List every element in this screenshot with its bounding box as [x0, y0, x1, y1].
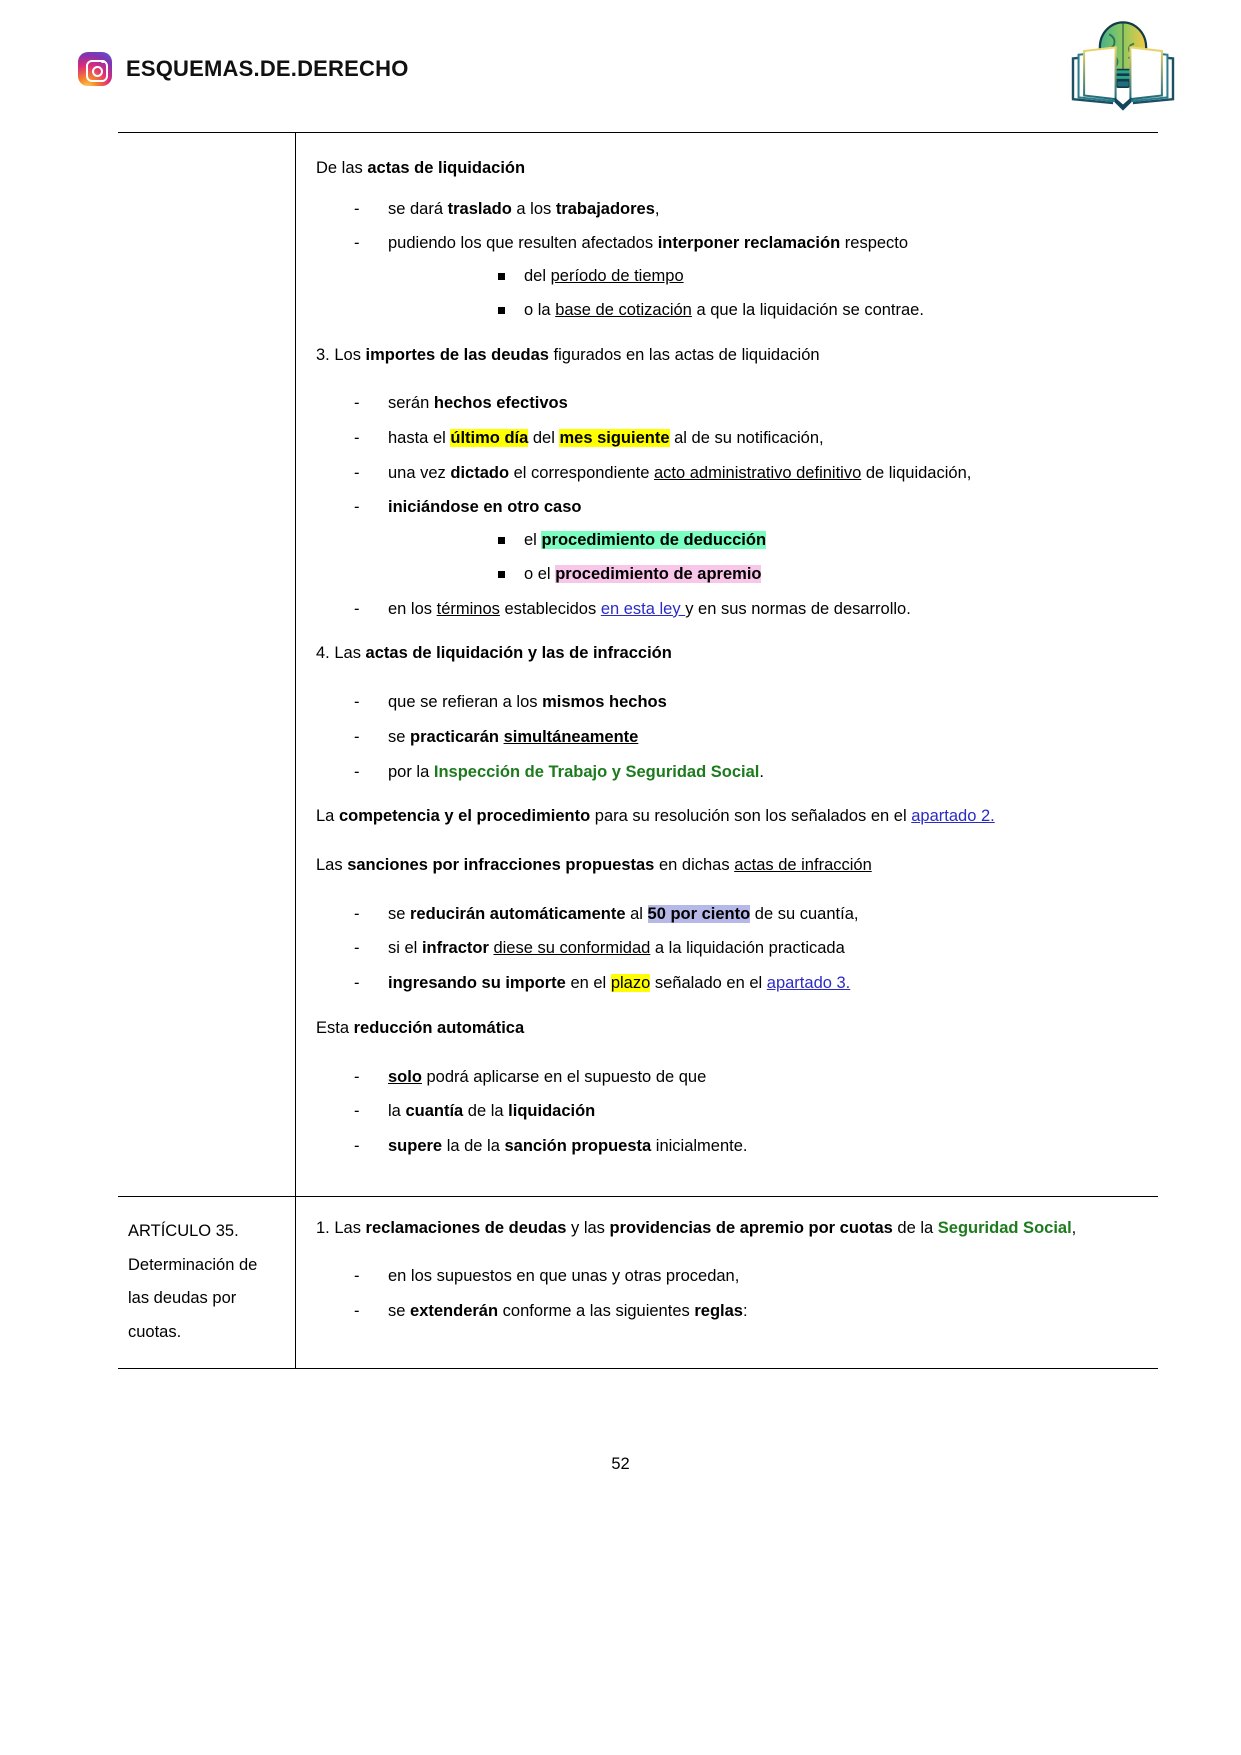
point-4-paragraph: 4. Las actas de liquidación y las de infracción	[316, 644, 672, 663]
table-bottom-rule	[118, 1368, 1158, 1369]
list-item: - pudiendo los que resulten afectados interponer reclamación respecto del período de tiempo o la base de cotización a que la liquidación se contrae.	[316, 230, 1138, 323]
article-label-line: ARTÍCULO 35.	[128, 1221, 239, 1240]
article-label-line: Determinación de	[128, 1255, 258, 1274]
list-item: - una vez dictado el correspondiente acto administrativo definitivo de liquidación,	[316, 460, 1138, 487]
bullets-group-reduccion	[316, 1064, 1138, 1160]
bullets-group-1	[316, 196, 1138, 324]
page-header	[0, 0, 1241, 132]
link-apartado-2[interactable]: apartado 2.	[911, 807, 995, 826]
list-item: - que se refieran a los mismos hechos	[316, 689, 1138, 716]
list-item: - se practicarán simultáneamente	[316, 724, 1138, 751]
point-3-paragraph: 3. Los importes de las deudas figurados en las actas de liquidación	[316, 345, 820, 364]
page-number: 52	[611, 1455, 630, 1473]
list-item: - se extenderán conforme a las siguientes reglas:	[316, 1298, 1138, 1325]
list-item: - iniciándose en otro caso el procedimiento de deducción o el procedimiento de apremio	[316, 494, 1138, 587]
list-item: el procedimiento de deducción	[388, 527, 1138, 554]
instagram-handle: ESQUEMAS.DE.DERECHO	[126, 56, 409, 81]
list-item: - supere la de la sanción propuesta inicialmente.	[316, 1133, 1138, 1160]
table-row	[118, 1197, 1158, 1368]
art35-point-1: 1. Las reclamaciones de deudas y las providencias de apremio por cuotas de la Seguridad Social,	[316, 1218, 1077, 1237]
bullets-group-4	[316, 689, 1138, 785]
table-row	[118, 133, 1158, 1196]
sanciones-paragraph: Las sanciones por infracciones propuestas en dichas actas de infracción	[316, 855, 872, 874]
intro-paragraph	[316, 155, 1138, 182]
link-apartado-3[interactable]: apartado 3.	[766, 974, 851, 993]
competencia-paragraph: La competencia y el procedimiento para su resolución son los señalados en el apartado 2.	[316, 807, 995, 826]
list-item: - en los supuestos en que unas y otras procedan,	[316, 1263, 1138, 1290]
intro-prefix: De las	[316, 159, 368, 177]
list-item: - se dará traslado a los trabajadores,	[316, 196, 1138, 223]
row1-body-cell	[296, 133, 1158, 1196]
reduccion-paragraph: Esta reducción automática	[316, 1018, 525, 1037]
document-table	[118, 132, 1158, 1369]
article-label-line: cuotas.	[128, 1323, 182, 1342]
article-label-line: las deudas por	[128, 1289, 237, 1308]
sub-bullets-group-3	[388, 527, 1138, 587]
instagram-icon	[78, 52, 112, 86]
list-item: o el procedimiento de apremio	[388, 561, 1138, 588]
list-item: o la base de cotización a que la liquidación se contrae.	[388, 297, 1138, 324]
article-35-label-cell	[118, 1197, 296, 1368]
bullets-group-3	[316, 390, 1138, 622]
brand-block	[78, 52, 409, 86]
book-lightbulb-logo	[1067, 14, 1179, 114]
sub-bullets-group-1	[388, 263, 1138, 323]
bullets-group-sanciones	[316, 901, 1138, 997]
row1-label-cell	[118, 133, 296, 1196]
intro-bold: actas de liquidación	[367, 159, 526, 177]
link-en-esta-ley[interactable]: en esta ley	[600, 599, 686, 618]
list-item: - solo podrá aplicarse en el supuesto de que	[316, 1064, 1138, 1091]
list-item: - la cuantía de la liquidación	[316, 1098, 1138, 1125]
bullets-group-art35	[316, 1263, 1138, 1324]
article-35-body-cell	[296, 1197, 1158, 1368]
list-item: - serán hechos efectivos	[316, 390, 1138, 417]
list-item: - si el infractor diese su conformidad a la liquidación practicada	[316, 935, 1138, 962]
list-item: - se reducirán automáticamente al 50 por ciento de su cuantía,	[316, 901, 1138, 928]
list-item: - por la Inspección de Trabajo y Seguridad Social.	[316, 759, 1138, 786]
list-item: del período de tiempo	[388, 263, 1138, 290]
list-item: - ingresando su importe en el plazo señalado en el apartado 3.	[316, 970, 1138, 997]
list-item: - hasta el último día del mes siguiente al de su notificación,	[316, 425, 1138, 452]
list-item: - en los términos establecidos en esta ley y en sus normas de desarrollo.	[316, 596, 1138, 623]
